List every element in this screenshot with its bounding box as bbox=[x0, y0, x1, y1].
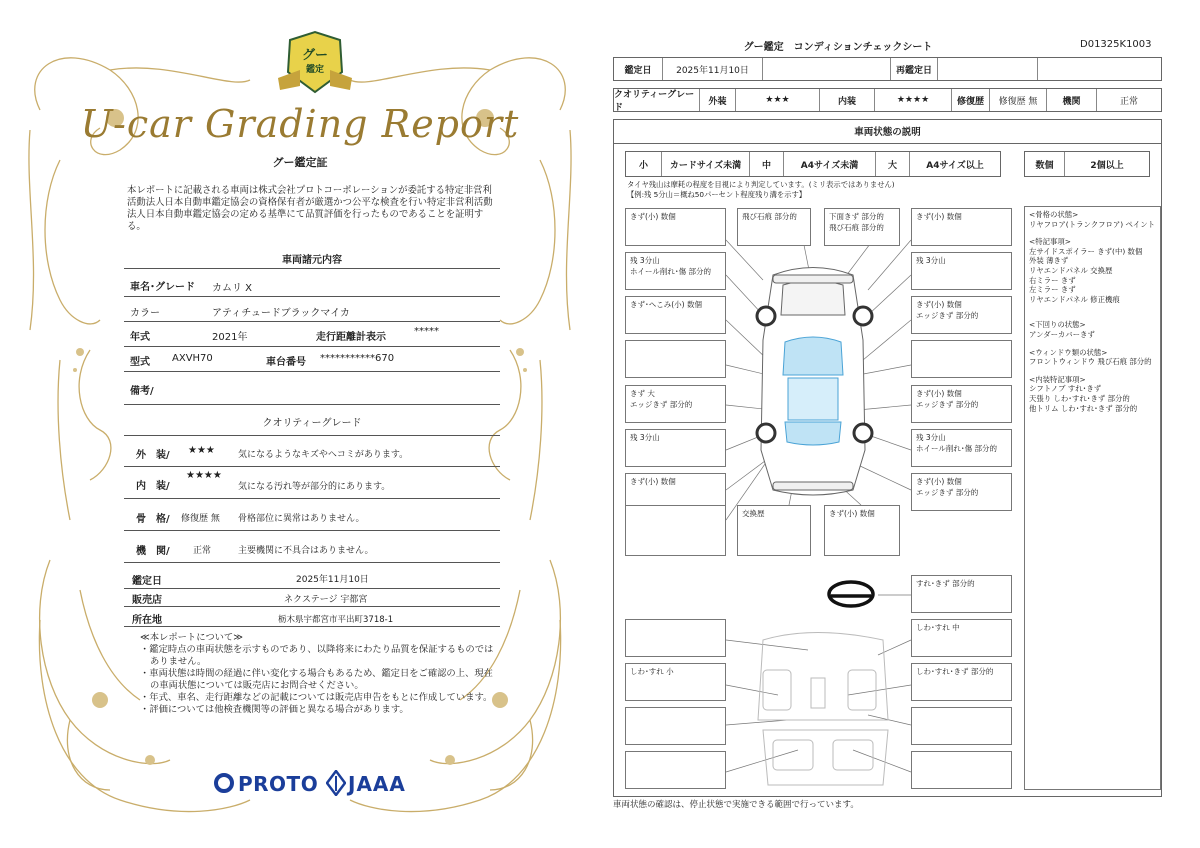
date-value: 2025年11月10日 bbox=[296, 575, 369, 585]
name-label: 車名･グレード bbox=[130, 282, 195, 293]
special-head: <特記事項> bbox=[1029, 237, 1071, 247]
model-value: AXVH70 bbox=[172, 353, 213, 364]
date-label: 鑑定日 bbox=[132, 576, 162, 587]
damage-box: きず(小) 数個 bbox=[911, 208, 1012, 246]
legend-large-desc: A4サイズ以上 bbox=[926, 160, 984, 171]
certificate-intro: 本レポートに記載される車両は株式会社プロトコーポレーションが委託する特定非営利活動法人日本自動車鑑定協会の資格保有者が厳選かつ公平な検査を行い特定非営利活動法人日本自動車鑑定協会の定める基準にて品質評価を行ったものであることを証明する。 bbox=[127, 185, 493, 232]
frame-head: <骨格の状態> bbox=[1029, 210, 1079, 219]
explain-title: 車両状態の説明 bbox=[613, 119, 1162, 144]
shop-value: ネクステージ 宇都宮 bbox=[284, 595, 368, 605]
redate-label: 再鑑定日 bbox=[891, 58, 938, 80]
special-line: 外装 薄きず bbox=[1029, 256, 1069, 266]
engine-label: 機関 bbox=[1047, 89, 1097, 111]
remarks-panel bbox=[1024, 206, 1161, 790]
damage-box: きず 大 エッジきず 部分的 bbox=[625, 385, 726, 423]
repair-label: 修復歴 bbox=[952, 89, 990, 111]
exterior-note: 気になるようなキズやヘコミがあります。 bbox=[238, 450, 409, 460]
damage-box: きず(小) 数個 エッジきず 部分的 bbox=[911, 473, 1012, 511]
legend-small-desc: カードサイズ未満 bbox=[662, 152, 750, 176]
engine-value: 正常 bbox=[193, 546, 212, 556]
legend-mid: 中 bbox=[750, 152, 784, 176]
empty-cell bbox=[1038, 58, 1161, 80]
legend-large: 大 bbox=[876, 152, 910, 176]
int-label: 内装 bbox=[820, 89, 875, 111]
count-legend bbox=[1024, 151, 1150, 177]
interior-box: しわ･すれ･きず 部分的 bbox=[911, 663, 1012, 701]
note-item: ・車両状態は時間の経過に伴い変化する場合もあるため、鑑定日をご確認の上、現在の車両状態については販売店にお問合せください。 bbox=[140, 668, 493, 691]
note-item: ・評価については他検査機関等の評価と異なる場合があります。 bbox=[140, 704, 409, 715]
interior-box bbox=[625, 619, 726, 657]
damage-box: 残 3分山 ホイール削れ･傷 部分的 bbox=[911, 429, 1012, 467]
damage-box bbox=[911, 340, 1012, 378]
year-value: 2021年 bbox=[212, 332, 248, 343]
damage-box: きず･へこみ(小) 数個 bbox=[625, 296, 726, 334]
damage-box: 下面きず 部分的 飛び石痕 部分的 bbox=[824, 208, 900, 246]
redate-value bbox=[938, 58, 1038, 80]
damage-box bbox=[625, 505, 726, 556]
damage-box: 残 3分山 ホイール削れ･傷 部分的 bbox=[625, 252, 726, 290]
interior-box: しわ･すれ 中 bbox=[911, 619, 1012, 657]
color-value: アティチュードブラックマイカ bbox=[212, 308, 350, 319]
badge-mark: グー bbox=[301, 48, 328, 63]
frame-label: 骨 格/ bbox=[136, 514, 170, 525]
ext-value: ★★★ bbox=[736, 89, 820, 111]
window-text: フロントウィンドウ 飛び石痕 部分的 bbox=[1029, 357, 1152, 367]
damage-box: 残 3分山 bbox=[911, 252, 1012, 290]
size-legend bbox=[625, 151, 1001, 177]
frame-note: 骨格部位に異常はありません。 bbox=[238, 514, 365, 524]
special-line: 左ミラー きず bbox=[1029, 285, 1076, 295]
int-value: ★★★★ bbox=[875, 89, 952, 111]
interior-note: 気になる汚れ等が部分的にあります。 bbox=[238, 482, 391, 492]
under-head: <下回りの状態> bbox=[1029, 320, 1086, 330]
sheet-title: グー鑑定 コンディションチェックシート bbox=[743, 42, 933, 53]
remarks-label: 備考/ bbox=[130, 386, 154, 397]
damage-box: きず(小) 数個 bbox=[625, 208, 726, 246]
under-text: アンダーカバーきず bbox=[1029, 329, 1095, 339]
special-line: 右ミラー きず bbox=[1029, 275, 1076, 285]
engine-note: 主要機関に不具合はありません。 bbox=[238, 546, 374, 556]
interior-box bbox=[625, 751, 726, 789]
engine-label: 機 関/ bbox=[136, 546, 170, 557]
interior-box: すれ･きず 部分的 bbox=[911, 575, 1012, 613]
interior-box: しわ･すれ 小 bbox=[625, 663, 726, 701]
damage-box: 残 3分山 bbox=[625, 429, 726, 467]
engine-value: 正常 bbox=[1119, 96, 1138, 107]
interior-box bbox=[911, 707, 1012, 745]
note-item: ・鑑定時点の車両状態を示すものであり、以降将来にわたり品質を保証するものではありません。 bbox=[140, 644, 494, 667]
specs-heading: 車両諸元内容 bbox=[282, 255, 342, 266]
damage-box: きず(小) 数個 bbox=[824, 505, 900, 556]
exterior-stars: ★★★ bbox=[188, 445, 215, 456]
grade-row bbox=[613, 88, 1162, 112]
sheet-code: D01325K1003 bbox=[1080, 39, 1152, 50]
damage-box bbox=[625, 340, 726, 378]
notes-heading: ≪本レポートについて≫ bbox=[140, 632, 243, 643]
special-line: リヤエンドパネル 交換歴 bbox=[1029, 265, 1113, 275]
frame-text: リヤフロア(トランクフロア) ペイント bbox=[1029, 219, 1156, 229]
proto-logo: PROTO bbox=[238, 772, 319, 796]
sheet-footnote: 車両状態の確認は、停止状態で実施できる範囲で行っています。 bbox=[613, 800, 859, 810]
damage-box: きず(小) 数個 エッジきず 部分的 bbox=[911, 385, 1012, 423]
grade-label: クオリティーグレード bbox=[614, 89, 700, 111]
interior-line: シフトノブ すれ･きず bbox=[1029, 384, 1102, 394]
special-line: リヤエンドパネル 修正機痕 bbox=[1029, 294, 1120, 304]
interior-line: 天張り しわ･すれ･きず 部分的 bbox=[1029, 393, 1130, 403]
ext-label: 外装 bbox=[700, 89, 736, 111]
window-head: <ウィンドウ類の状態> bbox=[1029, 347, 1108, 357]
badge-label: 鑑定 bbox=[305, 65, 324, 75]
frame-value: 修復歴 無 bbox=[181, 514, 220, 524]
legend-count: 数個 bbox=[1025, 152, 1065, 176]
certificate-subtitle: グー鑑定証 bbox=[272, 156, 328, 169]
model-label: 型式 bbox=[130, 357, 150, 368]
interior-stars: ★★★★ bbox=[186, 470, 222, 481]
quality-heading: クオリティーグレード bbox=[262, 418, 362, 429]
year-label: 年式 bbox=[130, 332, 150, 343]
mileage-label: 走行距離計表示 bbox=[316, 332, 386, 343]
interior-box bbox=[911, 751, 1012, 789]
legend-mid-desc: A4サイズ未満 bbox=[784, 152, 876, 176]
legend-small: 小 bbox=[626, 152, 662, 176]
jaaa-logo: JAAA bbox=[348, 772, 406, 796]
interior-box bbox=[625, 707, 726, 745]
date-value: 2025年11月10日 bbox=[663, 58, 763, 80]
note-item: ・年式、車名、走行距離などの記載については販売店申告をもとに作成しています。 bbox=[140, 692, 493, 703]
empty-cell bbox=[763, 58, 891, 80]
chassis-label: 車台番号 bbox=[266, 357, 306, 368]
shop-label: 販売店 bbox=[132, 595, 162, 606]
repair-value: 修復歴 無 bbox=[990, 89, 1047, 111]
damage-box: きず(小) 数個 エッジきず 部分的 bbox=[911, 296, 1012, 334]
certificate-title: U-car Grading Report bbox=[80, 102, 520, 146]
interior-label: 内 装/ bbox=[136, 481, 170, 492]
damage-box: きず(小) 数個 bbox=[625, 473, 726, 511]
address-value: 栃木県宇都宮市平出町3718-1 bbox=[278, 615, 394, 625]
tire-example: 【例:残 5分山＝概ね50パーセント程度残り溝を示す】 bbox=[627, 190, 807, 199]
name-value: カムリ X bbox=[212, 283, 253, 294]
damage-box: 飛び石痕 部分的 bbox=[737, 208, 811, 246]
exterior-label: 外 装/ bbox=[136, 450, 170, 461]
damage-box: 交換歴 bbox=[737, 505, 811, 556]
mileage-value: ***** bbox=[414, 326, 439, 337]
special-line: 左サイドスポイラー きず(中) 数個 bbox=[1029, 246, 1143, 256]
tire-note: タイヤ残山は摩耗の程度を目視により判定しています。(ミリ表示ではありません) bbox=[627, 180, 895, 189]
interior-line: 他トリム しわ･すれ･きず 部分的 bbox=[1029, 403, 1138, 413]
legend-count-desc: 2個以上 bbox=[1090, 160, 1124, 171]
color-label: カラー bbox=[130, 308, 160, 319]
address-label: 所在地 bbox=[132, 615, 162, 626]
date-row bbox=[613, 57, 1162, 81]
interior-head: <内装特記事項> bbox=[1029, 374, 1086, 384]
date-label: 鑑定日 bbox=[614, 58, 663, 80]
chassis-value: ***********670 bbox=[320, 353, 395, 364]
